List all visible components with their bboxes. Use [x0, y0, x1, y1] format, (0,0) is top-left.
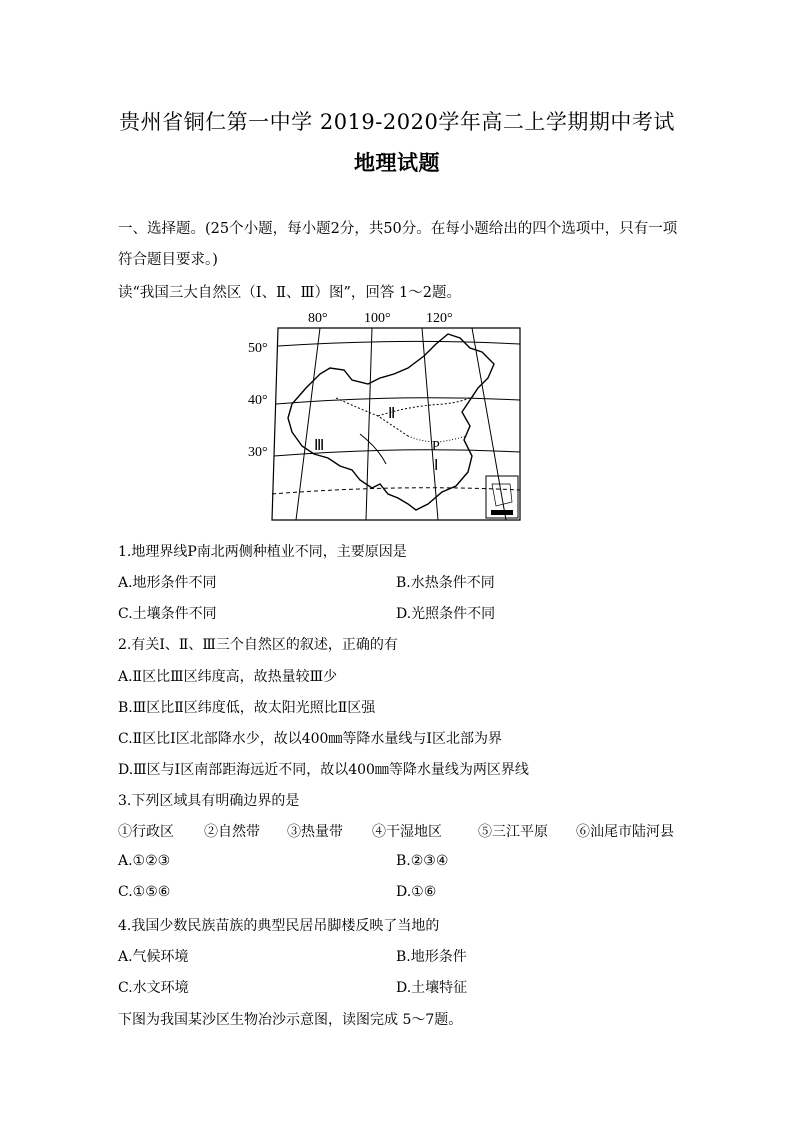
question-2-option-c[interactable]: C.Ⅱ区比Ⅰ区北部降水少，故以400㎜等降水量线与Ⅰ区北部为界 [118, 731, 502, 747]
region-label-p: P [432, 439, 440, 454]
section-heading-line1: 一、选择题。(25个小题，每小题2分，共50分。在每小题给出的四个选项中，只有一项 [118, 221, 678, 237]
question-4-option-c[interactable]: C.水文环境 [118, 980, 189, 996]
question-3-item-6: ⑥汕尾市陆河县 [576, 824, 674, 840]
lon-label-100: 100° [364, 311, 391, 326]
question-3-stem: 3.下列区域具有明确边界的是 [118, 793, 300, 809]
question-2-stem: 2.有关Ⅰ、Ⅱ、Ⅲ三个自然区的叙述，正确的有 [118, 637, 398, 653]
question-4-stem: 4.我国少数民族苗族的典型民居吊脚楼反映了当地的 [118, 918, 440, 934]
lon-label-80: 80° [308, 311, 328, 326]
question-1-stem: 1.地理界线P南北两侧种植业不同，主要原因是 [118, 544, 407, 560]
question-1-option-b[interactable]: B.水热条件不同 [396, 575, 495, 591]
exam-title: 贵州省铜仁第一中学 2019-2020学年高二上学期期中考试 [119, 110, 675, 134]
region-label-1: Ⅰ [434, 458, 439, 474]
question-1-option-c[interactable]: C.土壤条件不同 [118, 606, 217, 622]
question-3-option-b[interactable]: B.②③④ [396, 853, 449, 869]
question-3-option-a[interactable]: A.①②③ [118, 853, 171, 869]
question-3-item-2: ②自然带 [204, 824, 260, 840]
lat-label-40: 40° [248, 393, 268, 408]
question-3-option-c[interactable]: C.①⑤⑥ [118, 884, 171, 900]
lat-label-50: 50° [248, 341, 268, 356]
question-1-option-d[interactable]: D.光照条件不同 [396, 606, 496, 622]
question-4-option-a[interactable]: A.气候环境 [118, 949, 189, 965]
question-3-option-d[interactable]: D.①⑥ [396, 884, 437, 900]
section-heading-line2: 符合题目要求。) [118, 252, 218, 268]
region-label-3: Ⅲ [314, 438, 325, 454]
exam-subtitle: 地理试题 [354, 150, 440, 175]
question-4-option-d[interactable]: D.土壤特征 [396, 980, 468, 996]
question-3-item-3: ③热量带 [287, 824, 343, 840]
question-4-option-b[interactable]: B.地形条件 [396, 949, 467, 965]
lat-label-30: 30° [248, 445, 268, 460]
lon-label-120: 120° [426, 311, 453, 326]
next-figure-intro: 下图为我国某沙区生物冶沙示意图，读图完成 5～7题。 [118, 1012, 463, 1028]
question-3-item-1: ①行政区 [118, 824, 174, 840]
region-label-2: Ⅱ [388, 406, 396, 422]
question-3-item-5: ⑤三江平原 [478, 824, 548, 840]
question-2-option-a[interactable]: A.Ⅱ区比Ⅲ区纬度高，故热量较Ⅲ少 [118, 669, 338, 685]
china-regions-map [248, 308, 528, 530]
map-intro: 读“我国三大自然区（Ⅰ、Ⅱ、Ⅲ）图”，回答 1～2题。 [118, 285, 461, 301]
question-2-option-d[interactable]: D.Ⅲ区与Ⅰ区南部距海远近不同，故以400㎜等降水量线为两区界线 [118, 762, 529, 778]
question-1-option-a[interactable]: A.地形条件不同 [118, 575, 217, 591]
question-2-option-b[interactable]: B.Ⅲ区比Ⅱ区纬度低，故太阳光照比Ⅱ区强 [118, 700, 376, 716]
question-3-item-4: ④干湿地区 [372, 824, 442, 840]
